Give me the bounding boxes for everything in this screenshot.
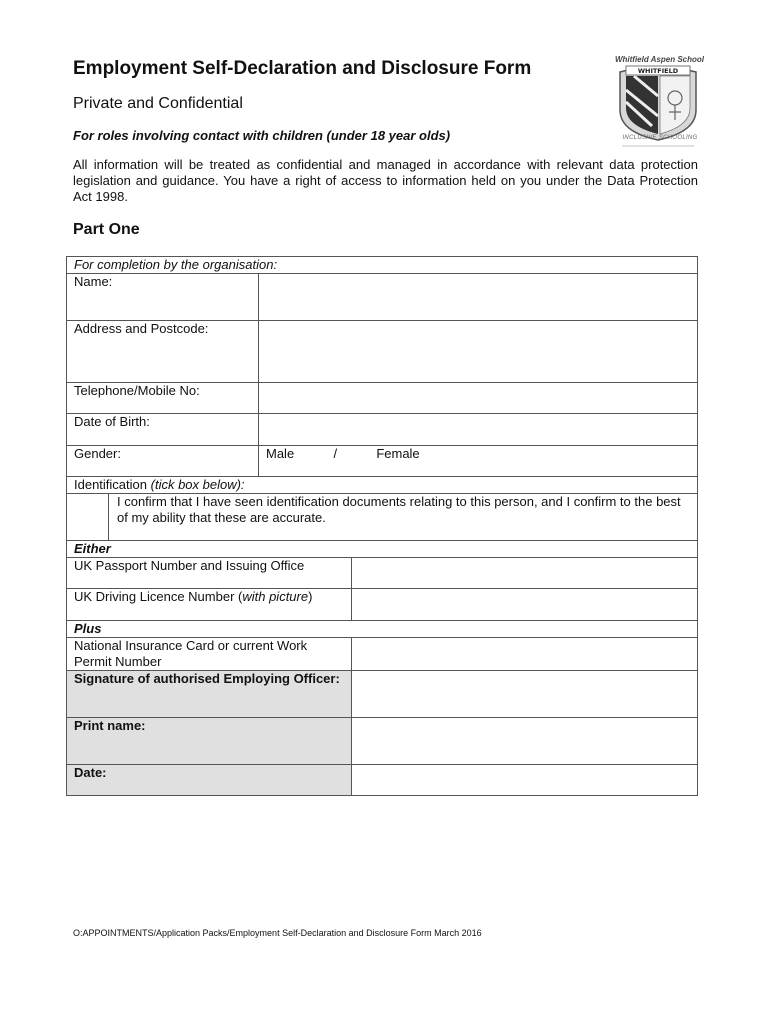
form-title: Employment Self-Declaration and Disclosure Form [73, 58, 532, 79]
gender-male-option[interactable]: Male [266, 446, 295, 461]
ni-label: National Insurance Card or current Work Permit Number [67, 638, 352, 671]
print-name-label: Print name: [67, 718, 352, 765]
licence-label-text: UK Driving Licence Number ( [74, 589, 243, 604]
licence-field[interactable] [352, 589, 698, 621]
date-field[interactable] [352, 765, 698, 796]
gender-label: Gender: [67, 446, 259, 477]
plus-label: Plus [67, 621, 698, 638]
part-one-form-table [66, 256, 698, 796]
intro-paragraph: All information will be treated as confidential and managed in accordance with relevant data protection legislation and guidance. You have a right of access to information held on you under the Data Protection Act 1998. [73, 157, 698, 204]
gender-options[interactable] [259, 446, 698, 477]
signature-label: Signature of authorised Employing Officer: [67, 671, 352, 718]
name-label: Name: [67, 274, 259, 321]
dob-label: Date of Birth: [67, 414, 259, 446]
gender-separator: / [333, 446, 338, 461]
identification-label: Identification [74, 477, 147, 492]
print-name-field[interactable] [352, 718, 698, 765]
phone-label: Telephone/Mobile No: [67, 383, 259, 414]
roles-note: For roles involving contact with children (under 18 year olds) [73, 128, 451, 143]
address-label: Address and Postcode: [67, 321, 259, 383]
licence-label-note: with picture [242, 589, 309, 604]
licence-label-close: ) [308, 589, 313, 604]
signature-field[interactable] [352, 671, 698, 718]
form-subtitle: Private and Confidential [73, 95, 243, 112]
dob-field[interactable] [259, 414, 698, 446]
either-label: Either [67, 541, 698, 558]
school-name: Whitfield Aspen School [614, 55, 704, 64]
phone-field[interactable] [259, 383, 698, 414]
school-tagline: INCLUSIVE SCHOOLING [622, 135, 698, 141]
passport-field[interactable] [352, 558, 698, 589]
identification-heading [67, 477, 698, 494]
gender-female-option[interactable]: Female [376, 446, 420, 461]
address-field[interactable] [259, 321, 698, 383]
name-field[interactable] [259, 274, 698, 321]
identification-note: (tick box below): [150, 477, 245, 492]
passport-label: UK Passport Number and Issuing Office [67, 558, 352, 589]
ni-field[interactable] [352, 638, 698, 671]
date-label: Date: [67, 765, 352, 796]
identification-confirm-text: I confirm that I have seen identification documents relating to this person, and I confirm to the best of my ability that these are accurate. [109, 494, 698, 541]
logo-badge-text: WHITFIELD [637, 67, 679, 75]
org-note: For completion by the organisation: [67, 257, 698, 274]
identification-tick-box[interactable] [67, 494, 109, 541]
licence-label [67, 589, 352, 621]
footer-file-path: O:APPOINTMENTS/Application Packs/Employment Self-Declaration and Disclosure Form March 2016 [73, 928, 482, 938]
part-one-heading: Part One [73, 221, 140, 238]
